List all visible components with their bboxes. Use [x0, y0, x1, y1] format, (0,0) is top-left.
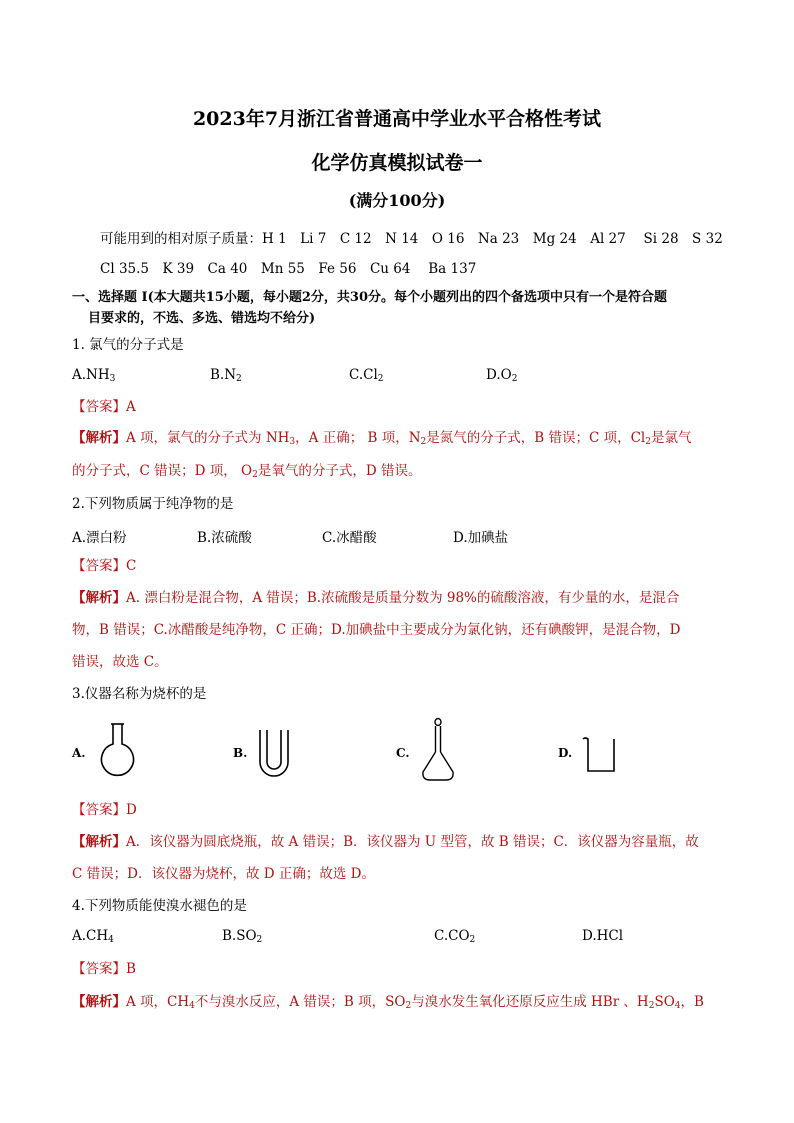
q4-stem: 4.下列物质能使溴水褪色的是: [72, 898, 247, 914]
round-bottom-flask-icon: [95, 720, 140, 780]
q2-analysis-3: 错误，故选 C。: [72, 654, 168, 670]
q1-stem: 1. 氯气的分子式是: [72, 337, 184, 353]
q2-option-b: B.浓硫酸: [197, 530, 252, 546]
score-note: (满分100分): [348, 191, 446, 210]
u-tube-icon: [254, 728, 294, 778]
q4-option-b: $B.SO_2$: [222, 928, 263, 945]
q1-analysis-2: 的分子式，C 错误；D 项， $O_2$是氧气的分子式，D 错误。: [72, 463, 422, 480]
q3-answer: 【答案】D: [72, 802, 137, 818]
q2-analysis-1: 【解析】A. 漂白粉是混合物，A 错误；B.浓硫酸是质量分数为 98%的硫酸溶液，有少量的水，是混合: [72, 590, 680, 606]
q3-stem: 3.仪器名称为烧杯的是: [72, 686, 207, 702]
q2-answer: 【答案】C: [72, 558, 137, 574]
q3-analysis-1: 【解析】A．该仪器为圆底烧瓶，故 A 错误；B．该仪器为 U 型管，故 B 错误；C．该仪器为容量瓶，故: [72, 834, 699, 850]
q2-stem: 2.下列物质属于纯净物的是: [72, 496, 234, 512]
q4-answer: 【答案】B: [72, 961, 136, 977]
volumetric-flask-icon: [418, 716, 458, 784]
q1-option-d: $D.O_2$: [486, 367, 518, 384]
q1-option-c: $C.Cl_2$: [349, 367, 384, 384]
atomic-masses-line-1: 可能用到的相对原子质量：H 1 Li 7 C 12 N 14 O 16 Na 23 Mg 24 Al 27 Si 28 S 32: [100, 231, 723, 247]
q3-analysis-2: C 错误；D．该仪器为烧杯，故 D 正确；故选 D。: [72, 866, 375, 882]
q4-option-a: $A.CH_4$: [72, 928, 114, 945]
q3-option-d-label: D.: [558, 746, 573, 760]
q4-option-d: D.HCl: [582, 928, 624, 944]
atomic-masses-line-2: Cl 35.5 K 39 Ca 40 Mn 55 Fe 56 Cu 64 Ba 137: [100, 261, 477, 277]
page-title: 2023年7月浙江省普通高中学业水平合格性考试: [192, 108, 602, 130]
beaker-icon: [580, 735, 620, 775]
q4-analysis-1: 【解析】A 项，$CH_4$不与溴水反应，A 错误；B 项，$SO_2$与溴水发生氧化还原反应生成 HBr 、$H_2SO_4$，B: [72, 994, 704, 1011]
q1-option-a: $A.NH_3$: [72, 367, 116, 384]
q3-option-a-label: A.: [72, 746, 86, 760]
q1-answer: 【答案】A: [72, 399, 136, 415]
q2-option-c: C.冰醋酸: [322, 530, 377, 546]
q2-option-d: D.加碘盐: [453, 530, 509, 546]
page-subtitle: 化学仿真模拟试卷一: [311, 152, 483, 174]
q3-option-b-label: B.: [233, 746, 248, 760]
q1-option-b: $B.N_2$: [210, 367, 242, 384]
section-heading-1: 一、选择题 I(本大题共15小题，每小题2分，共30分。每个小题列出的四个备选项中只有一个是符合题: [72, 290, 667, 305]
q1-analysis-1: 【解析】A 项，氯气的分子式为 $NH_3$，A 正确； B 项，$N_2$是氮气的分子式，B 错误；C 项，$Cl_2$是氯气: [72, 430, 692, 447]
q2-option-a: A.漂白粉: [72, 530, 127, 546]
section-heading-2: 目要求的，不选、多选、错选均不给分): [88, 311, 316, 326]
q4-option-c: $C.CO_2$: [434, 928, 476, 945]
q3-option-c-label: C.: [396, 746, 410, 760]
q2-analysis-2: 物，B 错误；C.冰醋酸是纯净物，C 正确；D.加碘盐中主要成分为氯化钠，还有碘酸钾，是混合物，D: [72, 622, 681, 638]
